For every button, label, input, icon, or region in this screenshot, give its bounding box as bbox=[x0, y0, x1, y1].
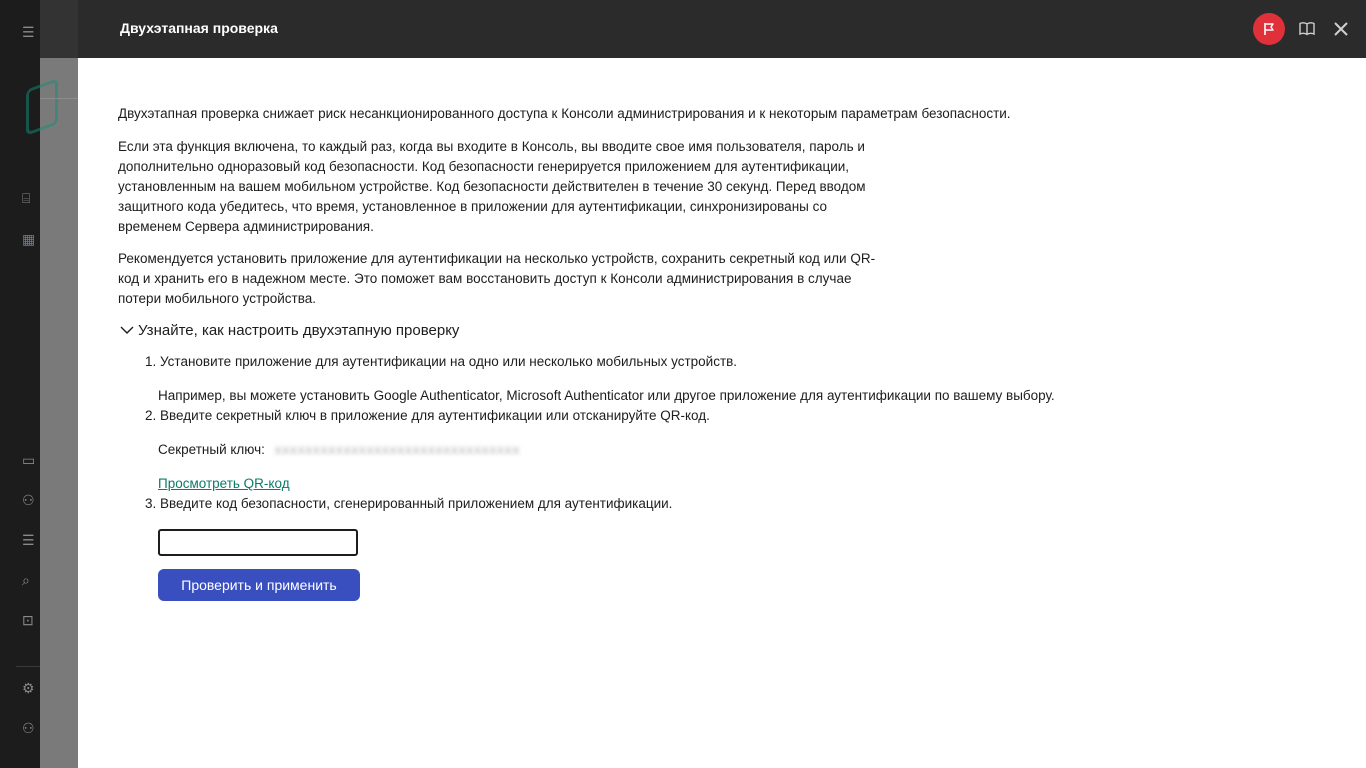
setup-guide-expander[interactable] bbox=[118, 321, 459, 339]
background-overlay bbox=[40, 58, 78, 768]
step-1-detail: Например, вы можете установить Google Authenticator, Microsoft Authenticator или другое приложение для аутентификации по вашему выбору. bbox=[158, 388, 1055, 403]
close-icon bbox=[1334, 22, 1348, 36]
dialog-header bbox=[40, 0, 1366, 58]
description-text: Если эта функция включена, то каждый раз, когда вы входите в Консоль, вы вводите свое имя пользователя, пароль и дополнительно одноразовый код безопасности. Код безопасности генерируется приложением для аутентификации, установленным на вашем мобильном устройстве. Код безопасности действителен в течение 30 секунд. Перед вводом защитного кода убедитесь, что время, установленное в приложении для аутентификации, синхронизированы со временем Сервера администрирования. bbox=[118, 139, 866, 234]
search-icon[interactable]: ⌕ bbox=[22, 572, 30, 588]
verify-and-apply-button[interactable]: Проверить и применить bbox=[158, 569, 360, 601]
book-icon bbox=[1298, 21, 1316, 37]
security-code-input[interactable] bbox=[158, 529, 358, 556]
step-1: 1. Установите приложение для аутентификации на одно или несколько мобильных устройств. bbox=[145, 354, 738, 369]
step-2: 2. Введите секретный ключ в приложение для аутентификации или отсканируйте QR-код. bbox=[145, 408, 710, 423]
secret-key-label: Секретный ключ: bbox=[158, 442, 265, 457]
nav-divider bbox=[16, 666, 40, 667]
monitor-icon[interactable]: ▭ bbox=[22, 452, 36, 468]
dashboard-icon[interactable]: ⌸ bbox=[22, 190, 31, 206]
secret-key-row bbox=[158, 440, 520, 462]
secret-key-value: XXXXXXXXXXXXXXXXXXXXXXXXXXXXXXXX bbox=[274, 446, 521, 457]
view-qr-code-link[interactable]: Просмотреть QR-код bbox=[158, 476, 290, 491]
dialog-body bbox=[78, 58, 1366, 768]
grid-icon[interactable]: ▦ bbox=[22, 231, 36, 247]
flag-icon bbox=[1261, 21, 1277, 37]
background-divider bbox=[40, 98, 78, 99]
app-logo bbox=[26, 78, 58, 136]
bag-icon[interactable]: ⊡ bbox=[22, 612, 34, 628]
help-button[interactable] bbox=[1295, 17, 1319, 41]
chevron-down-icon bbox=[118, 321, 136, 339]
dialog-title: Двухэтапная проверка bbox=[120, 20, 278, 36]
settings-sliders-icon[interactable]: ⚙ bbox=[22, 680, 35, 696]
menu-icon[interactable]: ☰ bbox=[22, 24, 35, 40]
feedback-button[interactable] bbox=[1253, 13, 1285, 45]
expander-label: Узнайте, как настроить двухэтапную проверку bbox=[138, 321, 460, 339]
users-icon[interactable]: ⚇ bbox=[22, 492, 35, 508]
close-button[interactable] bbox=[1329, 17, 1353, 41]
intro-text: Двухэтапная проверка снижает риск несанкционированного доступа к Консоли администрирования и к некоторым параметрам безопасности. bbox=[118, 106, 1011, 121]
recommendation-text: Рекомендуется установить приложение для аутентификации на несколько устройств, сохранить секретный код или QR-код и хранить его в надежном месте. Это поможет вам восстановить доступ к Консоли администрирования в случае потери мобильного устройства. bbox=[118, 251, 876, 306]
header-left-cap bbox=[40, 0, 78, 58]
servers-icon[interactable]: ☰ bbox=[22, 532, 35, 548]
account-icon[interactable]: ⚇ bbox=[22, 720, 35, 736]
step-3: 3. Введите код безопасности, сгенерированный приложением для аутентификации. bbox=[145, 496, 673, 511]
